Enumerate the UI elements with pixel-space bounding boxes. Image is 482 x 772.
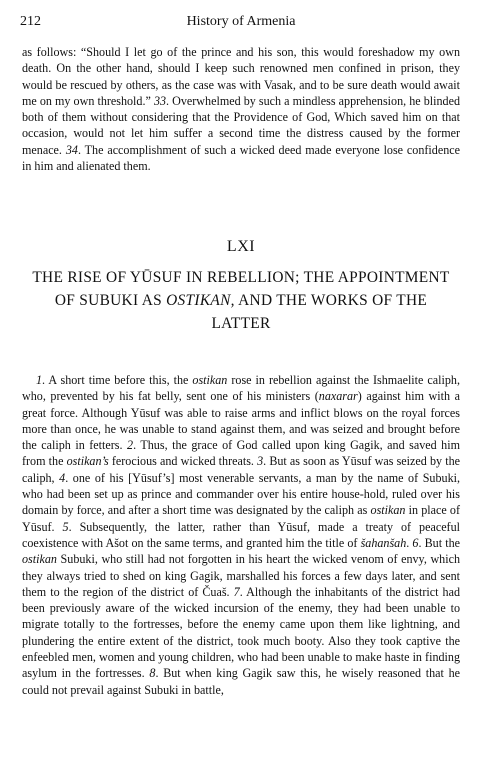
text-segment: in place of Yūsuf. — [22, 503, 461, 534]
chapter-title-part: THE RISE OF YŪSUF IN REBELLION; THE APPOINTMENT OF SUBUKI AS — [32, 269, 450, 309]
text-segment: . Subsequently, the latter, rather than Yūsuf, made a treaty of peaceful coexistence with Ašot on the same terms, and granted him the title of — [22, 519, 460, 550]
text-segment: . But when king Gagik saw this, he wisely reasoned that he could not prevail against Subuki in battle, — [22, 666, 460, 697]
chapter-paragraph — [22, 372, 460, 698]
italic-term: ostikan — [22, 552, 57, 567]
page-header — [20, 14, 462, 34]
text-segment: . — [406, 535, 413, 550]
text-segment: as follows: “Should I let go of the prince and his son, this would foreshadow my own death. On the other hand, should I keep such renowned men confined in prison, they would be rescued by others, as the case was with Vasak, and to be sure death would await me on my own threshold.” — [22, 45, 460, 108]
text-segment: ferocious and wicked threats. — [108, 454, 258, 469]
verse-number: 3 — [257, 454, 264, 469]
text-segment: . The accomplishment of such a wicked deed made everyone lose confidence in him and alienated them. — [22, 142, 460, 174]
text-segment: rose in rebellion against the Ishmaelite caliph, who, prevented by his fat belly, sent one of his ministers ( — [22, 373, 460, 404]
text-segment: ) against him with a great force. Although Yūsuf was able to raise arms and inflict blows on the royal forces more than once, he was unable to stand against them, and was seized and brought before the caliph in fetters. — [22, 389, 461, 453]
verse-number: 7 — [233, 584, 240, 599]
text-segment: . But as soon as Yūsuf was seized by the caliph, — [22, 454, 460, 485]
text-segment: . A short time before this, the — [42, 373, 193, 387]
verse-number: 2 — [127, 438, 134, 453]
verse-number: 1 — [36, 373, 43, 387]
text-segment: . one of his [Yūsuf’s] most venerable servants, a man by the name of Subuki, who had been set up as prince and commander over his entire house-hold, ruled over his domain by force, and after a short time was designated by the caliph as — [22, 470, 460, 518]
text-segment: Subuki, who still had not forgotten in his heart the wicked venom of envy, which they always tried to shed on king Gagik, marshalled his forces a few days later, and sent them to the region of the district of Čuaš. — [22, 552, 460, 599]
chapter-number: LXI — [226, 238, 256, 255]
verse-number: 8 — [149, 666, 156, 681]
verse-number: 6 — [412, 535, 419, 550]
chapter-title-part: AND THE WORKS OF THE LATTER — [211, 292, 428, 332]
text-segment: . Overwhelmed by such a mindless apprehension, he blinded both of them without considering that the Providence of God, Which saved him on that occasion, would not let him suffer a second time the distress caused by the former menace. — [22, 93, 460, 157]
verse-number: 34 — [65, 142, 78, 157]
text-segment: . But the — [418, 535, 460, 550]
verse-number: 33 — [153, 93, 167, 108]
text-segment: . Thus, the grace of God called upon king Gagik, and saved him from the — [22, 438, 460, 469]
page-number: 212 — [20, 14, 41, 29]
chapter-title — [30, 266, 452, 335]
chapter-title-italic: OSTIKAN, — [166, 292, 235, 309]
text-segment: . Although the inhabitants of the district had been previously aware of the wicked incursion of the enemy, they had been unable to migrate totally to the fortresses, before the enemy came upon them like lightning, and plundering the entire extent of the district, took much booty. Also they took captive the enfeebled men, women and young children, who had been unable to make haste in finding asylum in the fortresses. — [22, 584, 460, 681]
italic-term: naxarar — [318, 389, 358, 404]
italic-term: ostikan — [192, 373, 228, 387]
italic-term: ostikan’s — [66, 454, 109, 469]
verse-number: 4 — [59, 470, 66, 485]
italic-term: ostikan — [370, 503, 406, 518]
running-title: History of Armenia — [186, 14, 296, 29]
verse-number: 5 — [62, 519, 69, 534]
italic-term: šahanšah — [360, 535, 407, 550]
closing-paragraph — [22, 44, 460, 174]
